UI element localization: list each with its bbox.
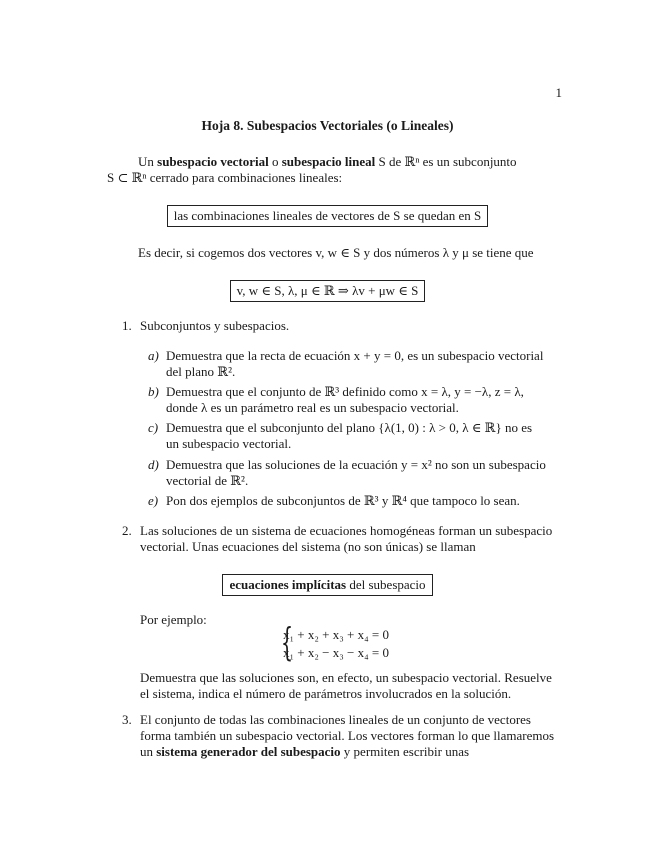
- q1-item-d-label: d): [148, 457, 159, 472]
- por-ejemplo: Por ejemplo:: [140, 612, 207, 627]
- equation-2: x₁ + x₂ − x₃ − x₄ = 0: [283, 645, 389, 660]
- intro-text-1: Un: [138, 154, 154, 169]
- q1-item-e-label: e): [148, 493, 159, 508]
- intro-line-2: S ⊂ ℝⁿ cerrado para combinaciones lineales:: [107, 170, 343, 185]
- q1-item-c-line1: Demuestra que el subconjunto del plano {λ(1, 0) : λ > 0, λ ∈ ℝ} no es: [166, 420, 533, 435]
- q3-line-3-start: un: [140, 744, 157, 759]
- q3-line-1: El conjunto de todas las combinaciones lineales de un conjunto de vectores: [140, 712, 531, 727]
- intro-text-3: S de ℝⁿ es un subconjunto: [375, 154, 517, 169]
- q1-item-b-line1: Demuestra que el conjunto de ℝ³ definido como x = λ, y = −λ, z = λ,: [166, 384, 524, 399]
- sheet-title: Hoja 8. Subespacios Vectoriales (o Lineales): [201, 118, 454, 133]
- q1-item-a-label: a): [148, 348, 159, 363]
- term-sistema-generador: sistema generador del subespacio: [156, 744, 341, 759]
- equation-system: [281, 620, 389, 664]
- q2-number: 2.: [122, 523, 132, 538]
- implicit-equations-box: [222, 574, 432, 596]
- es-decir-line: Es decir, si cogemos dos vectores v, w ∈ S y dos números λ y μ se tiene que: [138, 245, 534, 260]
- q3-number: 3.: [122, 712, 132, 727]
- implicit-box-wrap: [0, 574, 655, 596]
- q3-line-3-end: y permiten escribir unas: [340, 744, 470, 759]
- q2-line-2: vectorial. Unas ecuaciones del sistema (no son únicas) se llaman: [140, 539, 476, 554]
- term-subespacio-lineal: subespacio lineal: [281, 154, 376, 169]
- q1-item-d-line1: Demuestra que las soluciones de la ecuación y = x² no son un subespacio: [166, 457, 546, 472]
- term-subespacio-vectorial: subespacio vectorial: [157, 154, 269, 169]
- q1-heading: Subconjuntos y subespacios.: [140, 318, 290, 333]
- intro-text-2: o: [268, 154, 282, 169]
- q1-item-a-line2: del plano ℝ².: [166, 364, 236, 379]
- q3-line-2: forma también un subespacio vectorial. Los vectores forman lo que llamaremos: [140, 728, 555, 743]
- term-ecuaciones-implicitas: ecuaciones implícitas: [229, 577, 347, 592]
- q2-after-line-2: el sistema, indica el número de parámetros involucrados en la solución.: [140, 686, 512, 701]
- q1-item-d-line2: vectorial de ℝ².: [166, 473, 249, 488]
- equation-1: x₁ + x₂ + x₃ + x₄ = 0: [283, 627, 389, 642]
- implicit-box-rest: del subespacio: [346, 577, 426, 592]
- intro-line-1: [138, 154, 517, 170]
- closure-box: v, w ∈ S, λ, μ ∈ ℝ ⇒ λv + μw ∈ S: [230, 280, 426, 302]
- q1-item-a-line1: Demuestra que la recta de ecuación x + y = 0, es un subespacio vectorial: [166, 348, 544, 363]
- page-number: 1: [555, 85, 562, 100]
- q1-item-b-line2: donde λ es un parámetro real es un subespacio vectorial.: [166, 400, 459, 415]
- q1-item-c-line2: un subespacio vectorial.: [166, 436, 292, 451]
- definition-box: las combinaciones lineales de vectores de S se quedan en S: [167, 205, 489, 227]
- q1-number: 1.: [122, 318, 132, 333]
- q1-item-b-label: b): [148, 384, 159, 399]
- closure-box-wrap: [0, 280, 655, 302]
- left-brace: {: [281, 620, 294, 664]
- q1-item-e-line1: Pon dos ejemplos de subconjuntos de ℝ³ y ℝ⁴ que tampoco lo sean.: [166, 493, 520, 508]
- q3-line-3: [140, 744, 469, 760]
- q2-line-1: Las soluciones de un sistema de ecuaciones homogéneas forman un subespacio: [140, 523, 553, 538]
- definition-box-wrap: [0, 205, 655, 227]
- q1-item-c-label: c): [148, 420, 159, 435]
- q2-after-line-1: Demuestra que las soluciones son, en efecto, un subespacio vectorial. Resuelve: [140, 670, 552, 685]
